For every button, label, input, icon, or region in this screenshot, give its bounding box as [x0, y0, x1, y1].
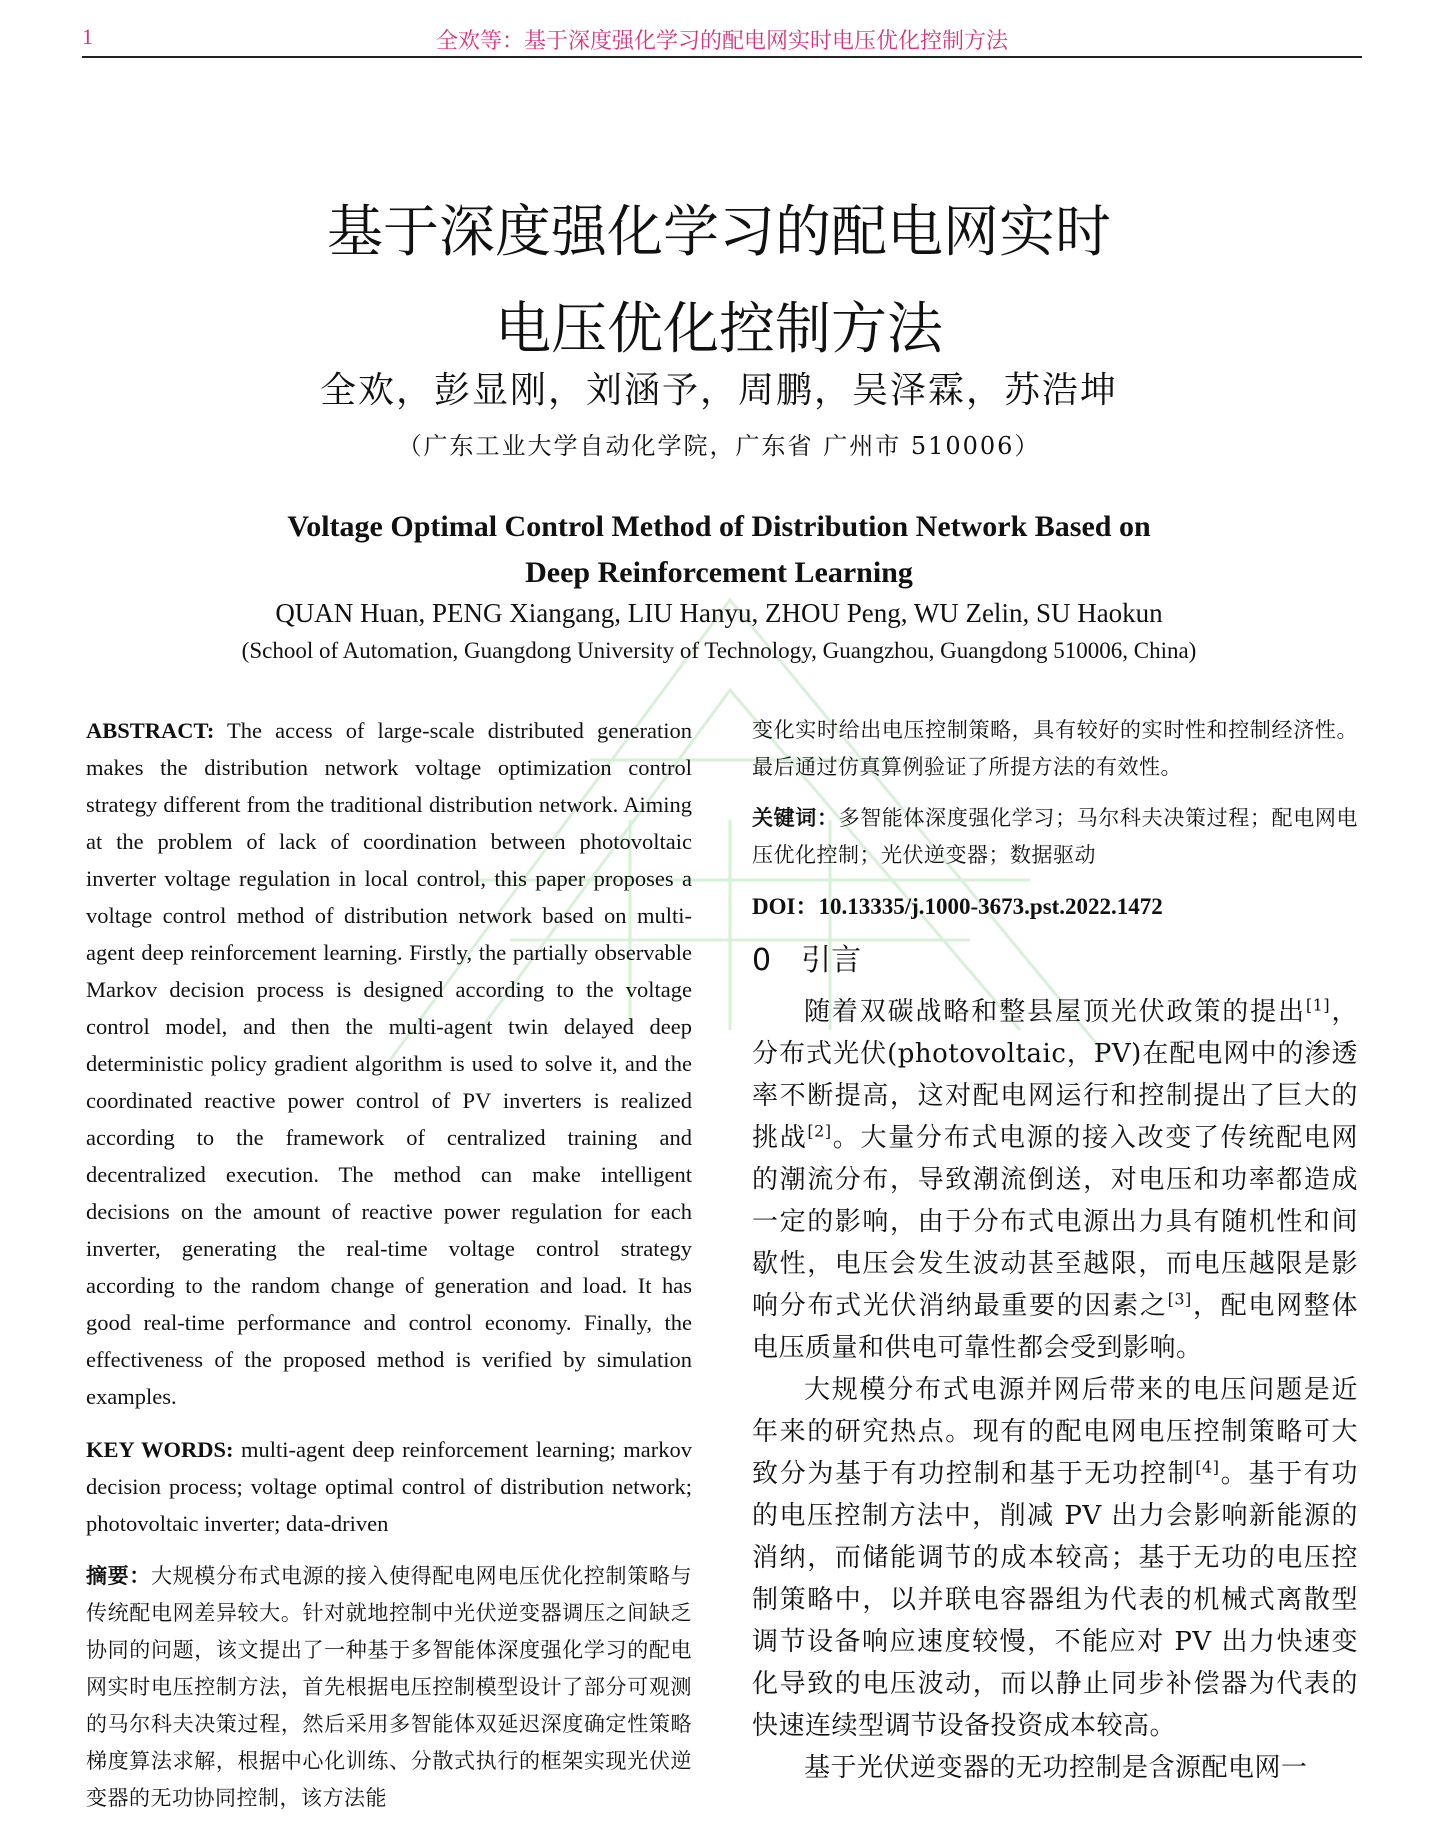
- authors-en: QUAN Huan, PENG Xiangang, LIU Hanyu, ZHOU Peng, WU Zelin, SU Haokun: [275, 598, 1163, 628]
- running-title: 全欢等：基于深度强化学习的配电网实时电压优化控制方法: [435, 29, 1008, 54]
- body-text: ，分布式光伏(photovoltaic，PV)在配电网中的渗透率不断提高，这对配电网运行和控制提出了巨大的挑战: [752, 997, 1358, 1153]
- title-cn-line1: 基于深度强化学习的配电网实时: [327, 200, 1111, 265]
- authors-cn: 全欢，彭显刚，刘涵予，周鹏，吴泽霖，苏浩坤: [319, 370, 1118, 411]
- affiliation-en: (School of Automation, Guangdong University of Technology, Guangzhou, Guangdong 510006, China): [241, 638, 1197, 663]
- body-text: ，配电网整体电压质量和供电可靠性都会受到影响。: [752, 1291, 1358, 1363]
- keywords-cn-text: 多智能体深度强化学习；马尔科夫决策过程；配电网电压优化控制；光伏逆变器；数据驱动: [752, 806, 1358, 867]
- body-paragraph-1: [752, 991, 1358, 1369]
- abstract-en: [86, 712, 692, 1415]
- abstract-en-label: ABSTRACT:: [86, 718, 215, 743]
- citation-ref[interactable]: [1]: [1305, 995, 1331, 1015]
- right-column: [752, 712, 1358, 1789]
- body-text: 。大量分布式电源的接入改变了传统配电网的潮流分布，导致潮流倒送，对电压和功率都造成一定的影响，由于分布式电源出力具有随机性和间歇性，电压会发生波动甚至越限，而电压越限是影响分布式光伏消纳最重要的因素之: [752, 1123, 1358, 1321]
- section-number: 0: [752, 943, 772, 978]
- title-en-line2: Deep Reinforcement Learning: [525, 556, 913, 589]
- title-cn-line2: 电压优化控制方法: [495, 297, 943, 362]
- abstract-cn: [86, 1558, 692, 1817]
- keywords-cn: [752, 800, 1358, 874]
- page-header: [82, 22, 1362, 58]
- doi: DOI：10.13335/j.1000-3673.pst.2022.1472: [752, 894, 1163, 919]
- keywords-en: [86, 1431, 692, 1542]
- title-en-line1: Voltage Optimal Control Method of Distribution Network Based on: [287, 510, 1151, 543]
- page-number: 1: [82, 24, 93, 49]
- citation-ref[interactable]: [4]: [1195, 1457, 1220, 1477]
- abstract-cn-label: 摘要：: [86, 1564, 151, 1588]
- citation-ref[interactable]: [2]: [807, 1121, 832, 1141]
- abstract-en-text: The access of large-scale distributed generation makes the distribution network voltage optimization control strategy different from the traditional distribution network. Aiming at the problem of lack of coordination between photovoltaic inverter voltage regulation in local control, this paper proposes a voltage control method of distribution network based on multi-agent deep reinforcement learning. Firstly, the partially observable Markov decision process is designed according to the voltage control model, and then the multi-agent twin delayed deep deterministic policy gradient algorithm is used to solve it, and the coordinated reactive power control of PV inverters is realized according to the framework of centralized training and decentralized execution. The method can make intelligent decisions on the amount of reactive power regulation for each inverter, generating the real-time voltage control strategy according to the random change of generation and load. It has good real-time performance and control economy. Finally, the effectiveness of the proposed method is verified by simulation examples.: [86, 718, 692, 1409]
- body-paragraph-2: [752, 1369, 1358, 1747]
- body-text: 。基于有功的电压控制方法中，削减 PV 出力会影响新能源的消纳，而储能调节的成本较高；基于无功的电压控制策略中，以并联电容器组为代表的机械式离散型调节设备响应速度较慢，不能应对 PV 出力快速变化导致的电压波动，而以静止同步补偿器为代表的快速连续型调节设备投资成本较高。: [752, 1459, 1358, 1741]
- abstract-cn-text: 大规模分布式电源的接入使得配电网电压优化控制策略与传统配电网差异较大。针对就地控制中光伏逆变器调压之间缺乏协同的问题，该文提出了一种基于多智能体深度强化学习的配电网实时电压控制方法，首先根据电压控制模型设计了部分可观测的马尔科夫决策过程，然后采用多智能体双延迟深度确定性策略梯度算法求解，根据中心化训练、分散式执行的框架实现光伏逆变器的无功协同控制，该方法能: [86, 1564, 693, 1810]
- body-text: 随着双碳战略和整县屋顶光伏政策的提出: [804, 997, 1306, 1027]
- left-column: [86, 712, 692, 1831]
- body-text: 大规模分布式电源并网后带来的电压问题是近年来的研究热点。现有的配电网电压控制策略可大致分为基于有功控制和基于无功控制: [752, 1375, 1358, 1489]
- keywords-en-label: KEY WORDS:: [86, 1437, 234, 1462]
- keywords-cn-label: 关键词：: [752, 806, 839, 830]
- section-title: 引言: [801, 943, 862, 978]
- body-paragraph-3: 基于光伏逆变器的无功控制是含源配电网一: [804, 1753, 1308, 1783]
- section-heading: [752, 935, 1358, 979]
- keywords-en-text: multi-agent deep reinforcement learning; markov decision process; voltage optimal control of distribution network; photovoltaic inverter; data-driven: [86, 1437, 692, 1536]
- citation-ref[interactable]: [3]: [1167, 1289, 1192, 1309]
- abstract-cn-continued: 变化实时给出电压控制策略，具有较好的实时性和控制经济性。最后通过仿真算例验证了所提方法的有效性。: [752, 718, 1358, 779]
- affiliation-cn: （广东工业大学自动化学院，广东省 广州市 510006）: [397, 432, 1041, 460]
